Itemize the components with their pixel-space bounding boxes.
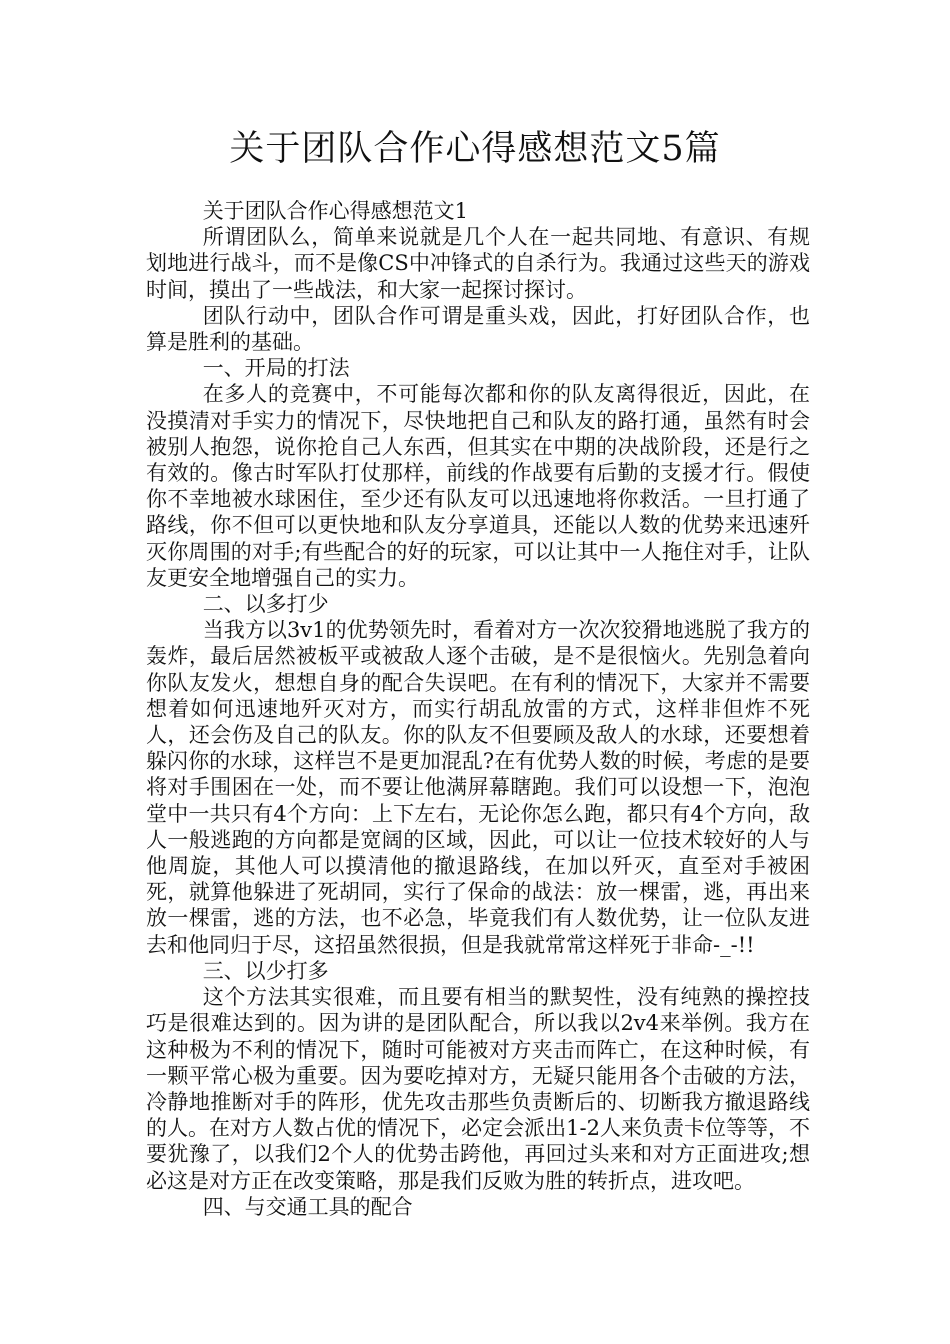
subsection-heading: 一、开局的打法 — [202, 356, 350, 381]
body-paragraph: 当我方以3v1的优势领先时，看着对方一次次狡猾地逃脱了我方的轰炸，最后居然被板平或被敌人逐个击破，是不是很恼火。先别急着向你队友发火，想想自身的配合失误吧。在有利的情况下，大家并不需要想着如何迅速地歼灭对方，而实行胡乱放雷的方式，这样非但炸不死人，还会伤及自己的队友。你的队友不但要顾及敌人的水球，还要想着躲闪你的水球，这样岂不是更加混乱?在有优势人数的时候，考虑的是要将对手围困在一处，而不要让他满屏幕瞎跑。我们可以设想一下，泡泡堂中一共只有4个方向：上下左右，无论你怎么跑，都只有4个方向，敌人一般逃跑的方向都是宽阔的区域，因此，可以让一位技术较好的人与他周旋，其他人可以摸清他的撤退路线，在加以歼灭，直至对手被困死，就算他躲进了死胡同，实行了保命的战法：放一棵雷，逃，再出来放一棵雷，逃的方法，也不必急，毕竟我们有人数优势，让一位队友进去和他同归于尽，这招虽然很损，但是我就常常这样死于非命-_-!! — [146, 618, 810, 957]
section-heading: 关于团队合作心得感想范文1 — [202, 199, 469, 223]
subsection-heading: 三、以少打多 — [202, 958, 329, 983]
document-body — [146, 198, 810, 1220]
subsection-heading: 二、以多打少 — [202, 592, 329, 617]
body-paragraph: 团队行动中，团队合作可谓是重头戏，因此，打好团队合作，也算是胜利的基础。 — [146, 303, 810, 355]
body-paragraph: 这个方法其实很难，而且要有相当的默契性，没有纯熟的操控技巧是很难达到的。因为讲的是团队配合，所以我以2v4来举例。我方在这种极为不利的情况下，随时可能被对方夹击而阵亡，在这种时候，有一颗平常心极为重要。因为要吃掉对方，无疑只能用各个击破的方法，冷静地推断对手的阵形，优先攻击那些负责断后的、切断我方撤退路线的人。在对方人数占优的情况下，必定会派出1-2人来负责卡位等等，不要犹豫了，以我们2个人的优势击跨他，再回过头来和对方正面进攻;想必这是对方正在改变策略，那是我们反败为胜的转折点，进攻吧。 — [146, 985, 810, 1193]
document-title: 关于团队合作心得感想范文5篇 — [229, 129, 721, 169]
body-paragraph: 在多人的竞赛中，不可能每次都和你的队友离得很近，因此，在没摸清对手实力的情况下，尽快地把自己和队友的路打通，虽然有时会被别人抱怨，说你抢自己人东西，但其实在中期的决战阶段，还是行之有效的。像古时军队打仗那样，前线的作战要有后勤的支援才行。假使你不幸地被水球困住，至少还有队友可以迅速地将你救活。一旦打通了路线，你不但可以更快地和队友分享道具，还能以人数的优势来迅速歼灭你周围的对手;有些配合的好的玩家，可以让其中一人拖住对手，让队友更安全地增强自己的实力。 — [146, 382, 810, 590]
subsection-heading: 四、与交通工具的配合 — [202, 1194, 413, 1219]
body-paragraph: 所谓团队么，简单来说就是几个人在一起共同地、有意识、有规划地进行战斗，而不是像CS中冲锋式的自杀行为。我通过这些天的游戏时间，摸出了一些战法，和大家一起探讨探讨。 — [146, 225, 810, 302]
